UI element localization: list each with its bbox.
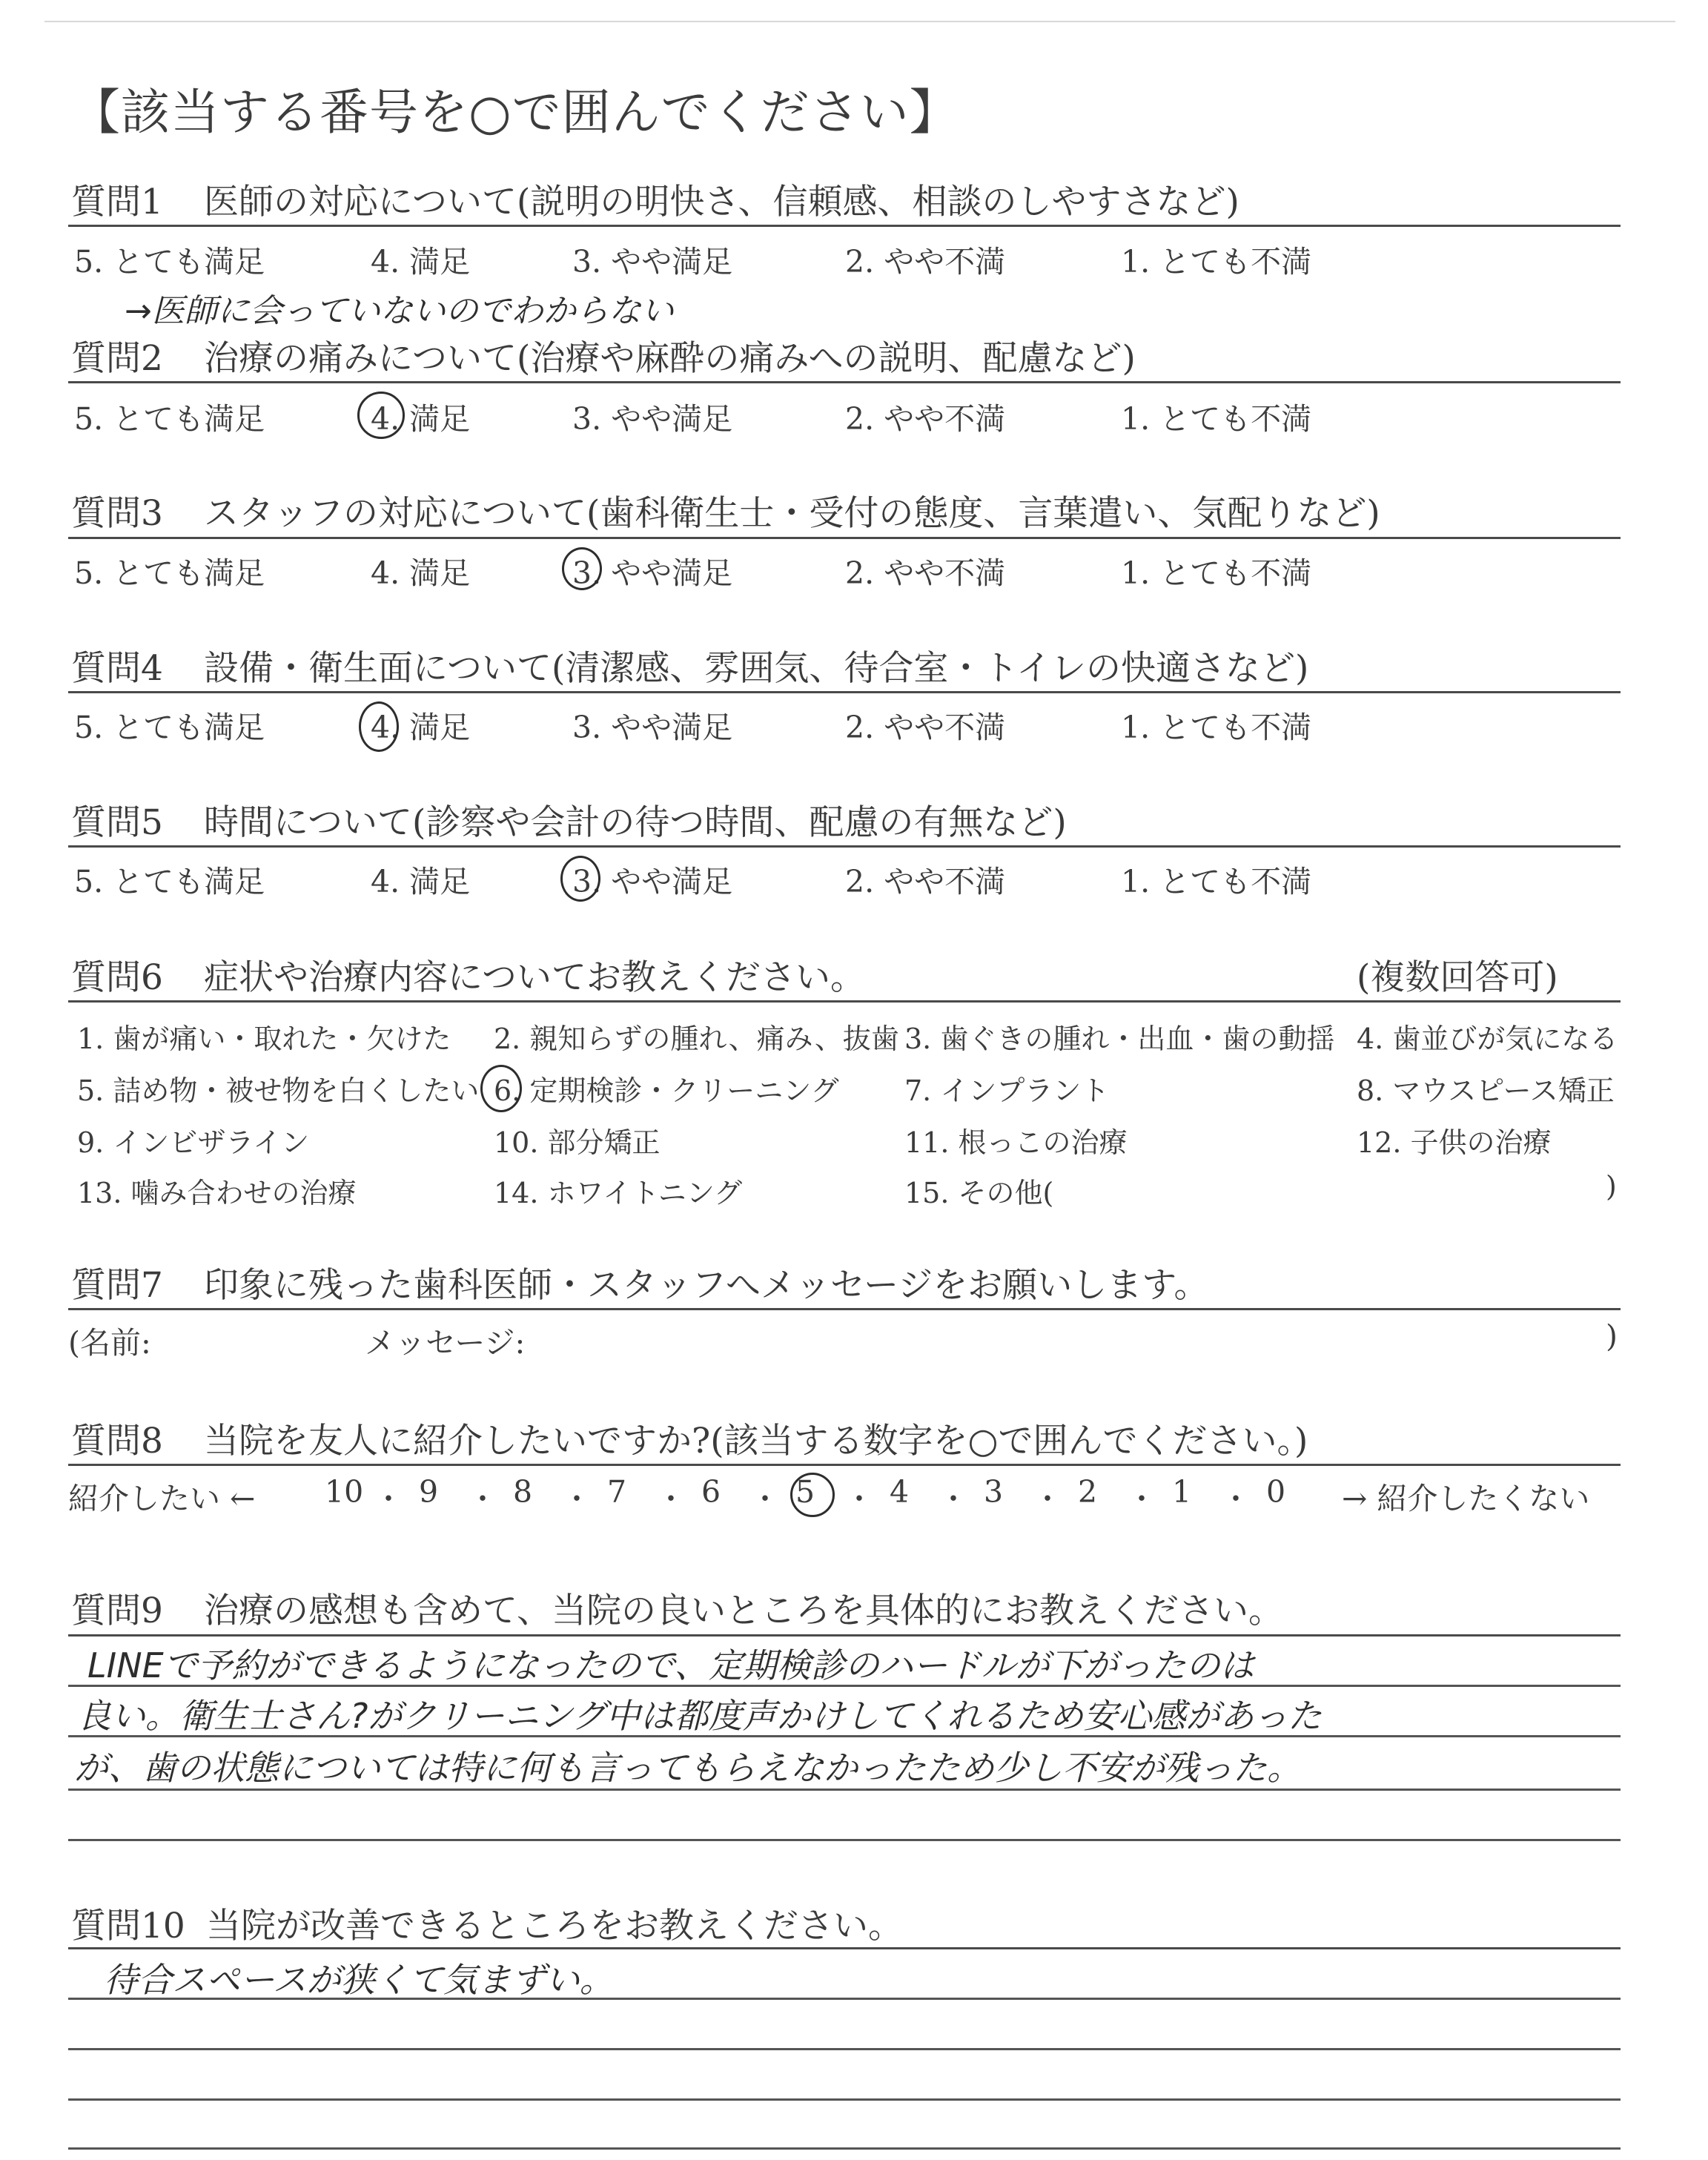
q4-option-2[interactable]: 2. やや不満 — [845, 710, 1006, 745]
q8-scale-separator: ・ — [468, 1482, 497, 1516]
q7-divider — [68, 1308, 1621, 1310]
q6-option-15-close: ) — [1606, 1170, 1617, 1203]
q4-option-5[interactable]: 5. とても満足 — [74, 710, 265, 745]
q2-text: 治療の痛みについて(治療や麻酔の痛みへの説明、配慮など) — [204, 338, 1136, 379]
q3-option-5[interactable]: 5. とても満足 — [74, 555, 265, 591]
q6-option-5[interactable]: 5. 詰め物・被せ物を白くしたい — [77, 1074, 480, 1107]
q7-name-label: (名前: — [68, 1325, 151, 1361]
page-title: 【該当する番号を○で囲んでください】 — [71, 84, 959, 141]
q4-label: 質問4 — [71, 648, 163, 689]
q8-right-label: → 紹介したくない — [1342, 1481, 1590, 1516]
q6-divider — [68, 1000, 1621, 1003]
q4-option-4[interactable]: 4. 満足 — [371, 710, 471, 745]
q5-divider — [68, 845, 1621, 848]
q9-answer-line-2: 良い。衛生士さん?がクリーニング中は都度声かけしてくれるため安心感があった — [77, 1696, 1323, 1736]
q6-option-7[interactable]: 7. インプラント — [904, 1074, 1110, 1107]
q9-answer-line-3: が、歯の状態については特に何も言ってもらえなかったため少し不安が残った。 — [74, 1748, 1302, 1788]
q1-handwritten-note: →医師に会っていないのでわからない — [125, 292, 674, 330]
q6-option-15[interactable]: 15. その他( — [904, 1177, 1054, 1209]
q4-option-3[interactable]: 3. やや満足 — [572, 710, 733, 745]
q6-option-10[interactable]: 10. 部分矯正 — [494, 1126, 661, 1159]
q8-label: 質問8 — [71, 1421, 163, 1462]
q8-scale-7[interactable]: 7 — [607, 1474, 627, 1510]
q1-option-2[interactable]: 2. やや不満 — [845, 244, 1006, 280]
q4-text: 設備・衛生面について(清潔感、雰囲気、待合室・トイレの快適さなど) — [204, 648, 1309, 689]
q8-scale-6[interactable]: 6 — [701, 1474, 721, 1510]
q3-option-3[interactable]: 3. やや満足 — [572, 555, 733, 591]
q3-text: スタッフの対応について(歯科衛生士・受付の態度、言葉遣い、気配りなど) — [204, 493, 1380, 534]
q3-label: 質問3 — [71, 493, 163, 534]
q7-message-label: メッセージ: — [365, 1325, 526, 1361]
q1-option-1[interactable]: 1. とても不満 — [1121, 244, 1312, 280]
q5-option-4[interactable]: 4. 満足 — [371, 864, 471, 899]
q9-divider — [68, 1634, 1621, 1636]
q9-writing-line-1 — [68, 1685, 1621, 1687]
q1-option-3[interactable]: 3. やや満足 — [572, 244, 733, 280]
q9-writing-line-4 — [68, 1839, 1621, 1841]
q8-divider — [68, 1464, 1621, 1466]
q2-option-4[interactable]: 4. 満足 — [371, 401, 471, 437]
q10-answer-line-1: 待合スペースが狭くて気まずい。 — [104, 1960, 614, 2000]
q4-divider — [68, 691, 1621, 693]
q8-scale-4[interactable]: 4 — [890, 1474, 910, 1510]
q8-scale-10[interactable]: 10 — [325, 1474, 364, 1510]
q6-note: (複数回答可) — [1357, 957, 1558, 998]
q1-option-5[interactable]: 5. とても満足 — [74, 244, 265, 280]
q10-writing-line-4 — [68, 2147, 1621, 2150]
scan-top-edge — [44, 21, 1675, 22]
q8-left-label: 紹介したい ← — [68, 1481, 256, 1516]
q8-scale-separator: ・ — [562, 1482, 592, 1516]
q10-label: 質問10 — [71, 1906, 185, 1946]
q5-option-5[interactable]: 5. とても満足 — [74, 864, 265, 899]
q1-divider — [68, 225, 1621, 227]
q8-scale-separator: ・ — [656, 1482, 686, 1516]
q2-option-3[interactable]: 3. やや満足 — [572, 401, 733, 437]
q6-label: 質問6 — [71, 957, 163, 998]
q8-scale-separator: ・ — [1127, 1482, 1156, 1516]
q3-option-1[interactable]: 1. とても不満 — [1121, 555, 1312, 591]
q8-scale-3[interactable]: 3 — [984, 1474, 1004, 1510]
q4-selection-circle — [359, 701, 399, 752]
q5-text: 時間について(診察や会計の待つ時間、配慮の有無など) — [204, 802, 1067, 843]
q10-divider — [68, 1947, 1621, 1949]
q8-scale-separator: ・ — [939, 1482, 968, 1516]
q1-text: 医師の対応について(説明の明快さ、信頼感、相談のしやすさなど) — [204, 182, 1239, 222]
q1-label: 質問1 — [71, 182, 163, 222]
q10-writing-line-2 — [68, 2048, 1621, 2050]
q4-option-1[interactable]: 1. とても不満 — [1121, 710, 1312, 745]
q10-writing-line-1 — [68, 1998, 1621, 2000]
q3-selection-circle — [562, 547, 602, 590]
q5-option-3[interactable]: 3. やや満足 — [572, 864, 733, 899]
q2-label: 質問2 — [71, 338, 163, 379]
q8-scale-separator: ・ — [374, 1482, 403, 1516]
q6-option-14[interactable]: 14. ホワイトニング — [494, 1177, 743, 1209]
q8-scale-separator: ・ — [1221, 1482, 1251, 1516]
q6-option-3[interactable]: 3. 歯ぐきの腫れ・出血・歯の動揺 — [904, 1023, 1335, 1055]
q2-selection-circle — [357, 392, 405, 439]
q3-option-2[interactable]: 2. やや不満 — [845, 555, 1006, 591]
q8-scale-2[interactable]: 2 — [1078, 1474, 1098, 1510]
q9-label: 質問9 — [71, 1591, 163, 1631]
q5-option-2[interactable]: 2. やや不満 — [845, 864, 1006, 899]
q2-option-5[interactable]: 5. とても満足 — [74, 401, 265, 437]
q8-text: 当院を友人に紹介したいですか?(該当する数字を○で囲んでください。) — [204, 1421, 1308, 1462]
q6-option-11[interactable]: 11. 根っこの治療 — [904, 1126, 1128, 1159]
q7-close-paren: ) — [1606, 1318, 1618, 1354]
q6-option-8[interactable]: 8. マウスピース矯正 — [1357, 1074, 1615, 1107]
q6-option-4[interactable]: 4. 歯並びが気になる — [1357, 1023, 1618, 1055]
q6-option-6[interactable]: 6. 定期検診・クリーニング — [494, 1074, 839, 1107]
q6-option-1[interactable]: 1. 歯が痛い・取れた・欠けた — [77, 1023, 451, 1055]
q6-option-2[interactable]: 2. 親知らずの腫れ、痛み、抜歯 — [494, 1023, 899, 1055]
q8-scale-5[interactable]: 5 — [795, 1474, 815, 1510]
q8-scale-1[interactable]: 1 — [1172, 1474, 1192, 1510]
q10-writing-line-3 — [68, 2098, 1621, 2101]
q2-option-2[interactable]: 2. やや不満 — [845, 401, 1006, 437]
q5-option-1[interactable]: 1. とても不満 — [1121, 864, 1312, 899]
q6-selection-circle — [480, 1065, 522, 1112]
q8-scale-9[interactable]: 9 — [419, 1474, 439, 1510]
q2-divider — [68, 381, 1621, 383]
q2-option-1[interactable]: 1. とても不満 — [1121, 401, 1312, 437]
q9-answer-line-1: LINEで予約ができるようになったので、定期検診のハードルが下がったのは — [87, 1645, 1254, 1685]
q8-scale-separator: ・ — [1033, 1482, 1062, 1516]
q9-writing-line-3 — [68, 1789, 1621, 1791]
q3-option-4[interactable]: 4. 満足 — [371, 555, 471, 591]
q5-label: 質問5 — [71, 802, 163, 843]
q8-scale-separator: ・ — [750, 1482, 780, 1516]
q7-label: 質問7 — [71, 1265, 163, 1306]
q6-option-12[interactable]: 12. 子供の治療 — [1357, 1126, 1552, 1159]
q7-text: 印象に残った歯科医師・スタッフへメッセージをお願いします。 — [204, 1265, 1209, 1306]
q8-scale-8[interactable]: 8 — [513, 1474, 533, 1510]
q8-scale-0[interactable]: 0 — [1266, 1474, 1286, 1510]
q6-option-9[interactable]: 9. インビザライン — [77, 1126, 310, 1159]
q5-selection-circle — [560, 856, 600, 902]
q6-text: 症状や治療内容についてお教えください。 — [204, 957, 866, 998]
q8-scale-separator: ・ — [844, 1482, 874, 1516]
q3-divider — [68, 537, 1621, 539]
q9-writing-line-2 — [68, 1735, 1621, 1737]
q6-option-13[interactable]: 13. 噛み合わせの治療 — [77, 1177, 357, 1209]
q1-option-4[interactable]: 4. 満足 — [371, 244, 471, 280]
q10-text: 当院が改善できるところをお教えください。 — [206, 1906, 903, 1946]
q9-text: 治療の感想も含めて、当院の良いところを具体的にお教えください。 — [204, 1591, 1284, 1631]
q8-selection-circle — [790, 1473, 835, 1517]
